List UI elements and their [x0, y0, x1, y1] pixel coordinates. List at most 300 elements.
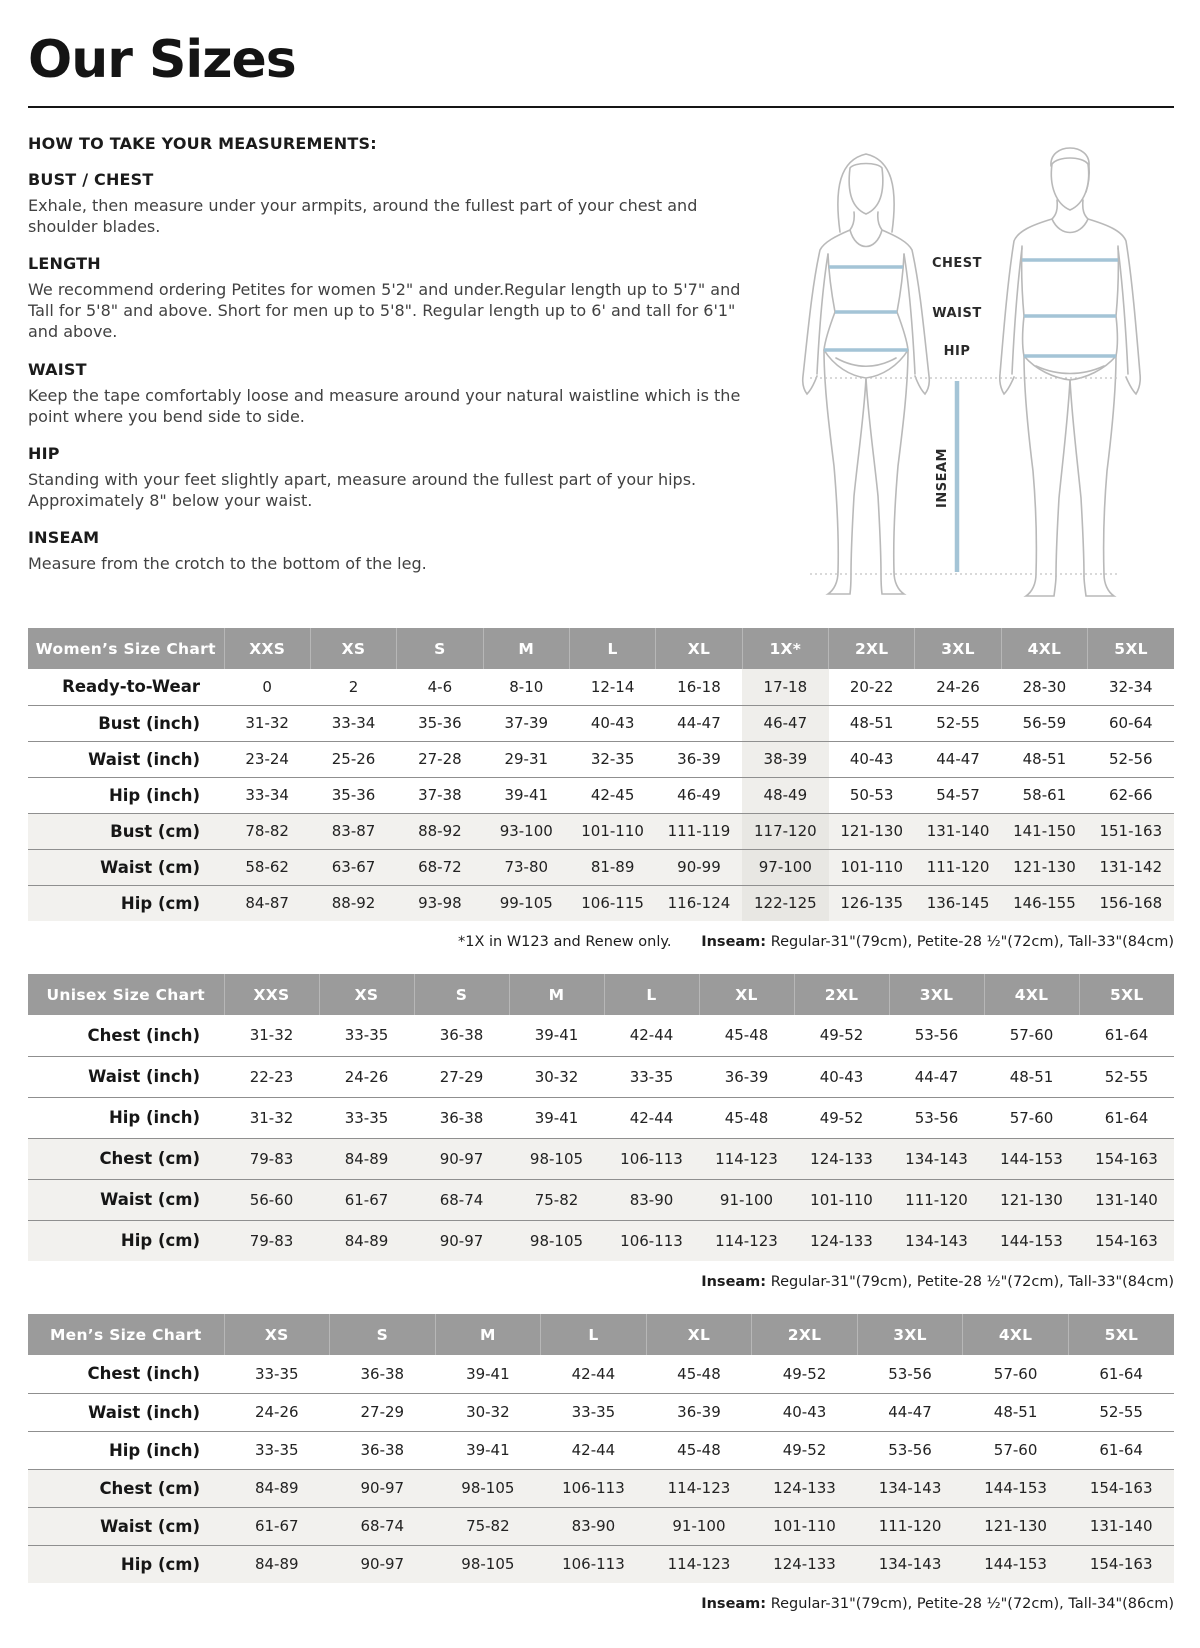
- size-column-header: 5XL: [1088, 628, 1174, 669]
- size-value-cell: 98-105: [509, 1220, 604, 1261]
- size-value-cell: 114-123: [699, 1138, 794, 1179]
- size-value-cell: 33-35: [254, 1364, 299, 1383]
- size-value-cell: 44-47: [889, 1056, 984, 1097]
- size-value-cell: 52-56: [1088, 741, 1174, 777]
- size-value-cell: 31-32: [224, 705, 310, 741]
- size-value-cell: 35-36: [397, 705, 483, 741]
- size-column-header: XL: [699, 974, 794, 1015]
- size-value-cell: 56-59: [1001, 705, 1087, 741]
- size-value-cell: 56-60: [224, 1179, 319, 1220]
- size-value-cell: 91-100: [699, 1179, 794, 1220]
- size-value-cell: 63-67: [310, 849, 396, 885]
- size-value-cell: 37-39: [483, 705, 569, 741]
- size-value-cell: 33-34: [310, 705, 396, 741]
- row-label: Chest (cm): [28, 1469, 224, 1507]
- size-value-cell: 144-153: [984, 1138, 1079, 1179]
- size-value-cell: 24-26: [224, 1393, 330, 1431]
- size-value-cell: 40-43: [829, 741, 915, 777]
- size-value-cell: 111-120: [889, 1179, 984, 1220]
- howto-item-length: [28, 254, 758, 342]
- size-value-cell: 90-97: [414, 1138, 509, 1179]
- size-value-cell: 124-133: [752, 1469, 858, 1507]
- table-row: [28, 1138, 1174, 1179]
- waist-label: WAIST: [932, 306, 982, 321]
- unisex-size-chart-block: [28, 974, 1174, 1296]
- size-value-cell: 106-113: [604, 1138, 699, 1179]
- size-value-cell: 33-34: [224, 777, 310, 813]
- size-value-cell: 134-143: [857, 1469, 963, 1507]
- size-value-cell: 68-74: [414, 1179, 509, 1220]
- inseam-label: INSEAM: [935, 448, 950, 508]
- size-value-cell: 4-6: [427, 677, 453, 696]
- size-value-cell: 52-55: [1068, 1393, 1174, 1431]
- row-label: Hip (cm): [28, 885, 224, 921]
- size-value-cell: 16-18: [677, 677, 721, 696]
- size-value-cell: 114-123: [699, 1220, 794, 1261]
- size-value-cell: 111-119: [656, 813, 742, 849]
- size-value-cell: 116-124: [656, 885, 742, 921]
- table-footnote: [28, 1596, 1174, 1618]
- size-value-cell: 17-18: [742, 669, 828, 705]
- size-value-cell: 39-41: [534, 1026, 579, 1045]
- size-value-cell: 124-133: [794, 1220, 889, 1261]
- size-value-cell: 101-110: [829, 849, 915, 885]
- size-value-cell: 52-55: [1079, 1056, 1174, 1097]
- size-value-cell: 33-35: [604, 1056, 699, 1097]
- size-value-cell: 98-105: [435, 1545, 541, 1583]
- female-figure-outline: [803, 154, 930, 594]
- size-value-cell: 44-47: [915, 741, 1001, 777]
- size-value-cell: 53-56: [914, 1026, 959, 1045]
- size-value-cell: 121-130: [984, 1179, 1079, 1220]
- size-value-cell: 114-123: [646, 1545, 752, 1583]
- size-value-cell: 58-62: [224, 849, 310, 885]
- size-value-cell: 131-142: [1088, 849, 1174, 885]
- size-value-cell: 117-120: [742, 813, 828, 849]
- size-value-cell: 101-110: [794, 1179, 889, 1220]
- size-value-cell: 122-125: [742, 885, 828, 921]
- row-label: Waist (inch): [28, 741, 224, 777]
- howto-item-bust-chest: [28, 170, 758, 237]
- size-value-cell: 124-133: [752, 1545, 858, 1583]
- row-label: Chest (cm): [28, 1138, 224, 1179]
- row-label: Chest (inch): [87, 1364, 200, 1384]
- size-value-cell: 79-83: [224, 1138, 319, 1179]
- size-value-cell: 83-87: [310, 813, 396, 849]
- size-value-cell: 31-32: [249, 1026, 294, 1045]
- male-figure-outline: [1000, 148, 1141, 596]
- size-value-cell: 27-29: [414, 1056, 509, 1097]
- how-to-heading: HOW TO TAKE YOUR MEASUREMENTS:: [28, 134, 377, 153]
- size-value-cell: 48-51: [829, 705, 915, 741]
- table-row: [28, 849, 1174, 885]
- size-value-cell: 32-34: [1109, 677, 1153, 696]
- inseam-note-label: Inseam:: [701, 1274, 767, 1290]
- size-value-cell: 151-163: [1088, 813, 1174, 849]
- size-value-cell: 84-87: [224, 885, 310, 921]
- title-divider: [28, 106, 1174, 108]
- size-value-cell: 2: [348, 677, 359, 696]
- size-value-cell: 78-82: [224, 813, 310, 849]
- chart-title: Women’s Size Chart: [28, 628, 224, 669]
- size-value-cell: 98-105: [509, 1138, 604, 1179]
- howto-item-label: BUST / CHEST: [28, 170, 154, 189]
- table-footnote: [28, 934, 1174, 956]
- size-value-cell: 42-44: [604, 1097, 699, 1138]
- size-column-header: M: [435, 1314, 541, 1355]
- size-value-cell: 42-44: [541, 1431, 647, 1469]
- size-value-cell: 36-38: [414, 1097, 509, 1138]
- size-value-cell: 81-89: [569, 849, 655, 885]
- size-value-cell: 57-60: [963, 1431, 1069, 1469]
- size-value-cell: 131-140: [1079, 1179, 1174, 1220]
- size-column-header: 4XL: [1001, 628, 1087, 669]
- size-column-header: XS: [224, 1314, 330, 1355]
- size-value-cell: 88-92: [397, 813, 483, 849]
- size-value-cell: 36-39: [646, 1393, 752, 1431]
- size-value-cell: 154-163: [1068, 1545, 1174, 1583]
- size-value-cell: 111-120: [915, 849, 1001, 885]
- size-value-cell: 131-140: [915, 813, 1001, 849]
- size-value-cell: 48-49: [742, 777, 828, 813]
- size-column-header: 5XL: [1068, 1314, 1174, 1355]
- size-column-header: XXS: [224, 974, 319, 1015]
- size-column-header: S: [330, 1314, 436, 1355]
- size-value-cell: 84-89: [224, 1545, 330, 1583]
- measurement-diagram: [774, 126, 1174, 610]
- size-value-cell: 24-26: [936, 677, 980, 696]
- size-value-cell: 45-48: [724, 1026, 769, 1045]
- size-column-header: 2XL: [794, 974, 889, 1015]
- size-value-cell: 154-163: [1068, 1469, 1174, 1507]
- size-value-cell: 106-113: [604, 1220, 699, 1261]
- size-value-cell: 49-52: [819, 1026, 864, 1045]
- size-value-cell: 121-130: [1001, 849, 1087, 885]
- size-value-cell: 28-30: [1022, 677, 1067, 696]
- size-value-cell: 39-41: [435, 1431, 541, 1469]
- howto-item-text: Keep the tape comfortably loose and measure around your natural waistline which is the point where you bend side to side.: [28, 385, 741, 426]
- size-value-cell: 44-47: [656, 705, 742, 741]
- size-value-cell: 45-48: [699, 1097, 794, 1138]
- size-value-cell: 53-56: [889, 1097, 984, 1138]
- womens-size-chart: [28, 628, 1174, 921]
- table-body: [28, 669, 1174, 921]
- size-column-header: 3XL: [915, 628, 1001, 669]
- size-column-header: 2XL: [829, 628, 915, 669]
- howto-item-label: LENGTH: [28, 254, 101, 274]
- size-value-cell: 53-56: [888, 1364, 932, 1383]
- size-value-cell: 39-41: [466, 1364, 510, 1383]
- size-value-cell: 40-43: [794, 1056, 889, 1097]
- size-value-cell: 134-143: [857, 1545, 963, 1583]
- table-footnote: [28, 1274, 1174, 1296]
- table-row: [28, 1355, 1174, 1393]
- size-value-cell: 90-99: [656, 849, 742, 885]
- mens-size-chart-block: [28, 1314, 1174, 1618]
- table-row: [28, 705, 1174, 741]
- size-value-cell: 12-14: [590, 677, 635, 696]
- table-row: [28, 1545, 1174, 1583]
- size-value-cell: 20-22: [849, 677, 894, 696]
- size-value-cell: 106-113: [541, 1469, 647, 1507]
- size-column-header: 5XL: [1079, 974, 1174, 1015]
- howto-item-text: Measure from the crotch to the bottom of the leg.: [28, 553, 427, 573]
- mens-size-chart: [28, 1314, 1174, 1583]
- size-value-cell: 124-133: [794, 1138, 889, 1179]
- size-value-cell: 144-153: [963, 1469, 1069, 1507]
- table-row: [28, 1431, 1174, 1469]
- size-value-cell: 29-31: [483, 741, 569, 777]
- row-label: Hip (cm): [28, 1545, 224, 1583]
- size-value-cell: 0: [262, 677, 272, 696]
- size-value-cell: 61-67: [319, 1179, 414, 1220]
- inseam-note-label: Inseam:: [701, 1596, 767, 1612]
- row-label: Bust (cm): [28, 813, 224, 849]
- size-value-cell: 40-43: [569, 705, 655, 741]
- row-label: Hip (inch): [28, 1097, 224, 1138]
- size-value-cell: 101-110: [569, 813, 655, 849]
- table-row: [28, 1469, 1174, 1507]
- size-value-cell: 61-64: [1068, 1431, 1174, 1469]
- measurement-instructions-section: [28, 134, 1174, 610]
- table-row: [28, 669, 1174, 705]
- size-value-cell: 49-52: [752, 1431, 858, 1469]
- size-value-cell: 75-82: [509, 1179, 604, 1220]
- size-value-cell: 60-64: [1088, 705, 1174, 741]
- howto-item-waist: [28, 360, 758, 427]
- size-value-cell: 111-120: [857, 1507, 963, 1545]
- table-row: [28, 1220, 1174, 1261]
- size-value-cell: 93-100: [483, 813, 569, 849]
- chart-title: Unisex Size Chart: [28, 974, 224, 1015]
- hip-label: HIP: [943, 344, 971, 359]
- size-value-cell: 25-26: [310, 741, 396, 777]
- row-label: Waist (cm): [28, 1507, 224, 1545]
- size-column-header: XL: [656, 628, 742, 669]
- size-column-header: 4XL: [963, 1314, 1069, 1355]
- size-value-cell: 32-35: [569, 741, 655, 777]
- row-label: Bust (inch): [28, 705, 224, 741]
- size-column-header: L: [541, 1314, 647, 1355]
- instructions-text-column: [28, 134, 758, 574]
- size-value-cell: 36-38: [360, 1364, 405, 1383]
- size-value-cell: 33-35: [224, 1431, 330, 1469]
- size-value-cell: 40-43: [752, 1393, 858, 1431]
- size-value-cell: 61-64: [1079, 1097, 1174, 1138]
- size-value-cell: 27-29: [330, 1393, 436, 1431]
- chart-title: Men’s Size Chart: [28, 1314, 224, 1355]
- inseam-note: Inseam: Regular-31"(79cm), Petite-28 ½"(72cm), Tall-33"(84cm): [701, 934, 1174, 950]
- size-value-cell: 36-39: [656, 741, 742, 777]
- size-value-cell: 90-97: [330, 1469, 436, 1507]
- body-measurement-illustration: [774, 126, 1174, 606]
- size-value-cell: 84-89: [319, 1138, 414, 1179]
- table-body: [28, 1355, 1174, 1583]
- howto-item-text: We recommend ordering Petites for women 5'2" and under.Regular length up to 5'7" and Tall for 5'8" and above. Short for men up to 5'8". Regular length up to 6' and tall for 6'1" and above.: [28, 280, 741, 342]
- size-value-cell: 121-130: [963, 1507, 1069, 1545]
- size-value-cell: 30-32: [435, 1393, 541, 1431]
- row-label: Waist (cm): [28, 1179, 224, 1220]
- size-value-cell: 42-45: [569, 777, 655, 813]
- size-column-header: 2XL: [752, 1314, 858, 1355]
- table-row: [28, 1507, 1174, 1545]
- howto-item-text: Standing with your feet slightly apart, measure around the fullest part of your hips. Approximately 8" below your waist.: [28, 469, 697, 510]
- size-value-cell: 44-47: [857, 1393, 963, 1431]
- size-value-cell: 106-113: [541, 1545, 647, 1583]
- size-column-header: XXS: [224, 628, 310, 669]
- size-value-cell: 39-41: [509, 1097, 604, 1138]
- header-row: [28, 974, 1174, 1015]
- size-value-cell: 36-38: [439, 1026, 484, 1045]
- size-value-cell: 54-57: [915, 777, 1001, 813]
- size-value-cell: 121-130: [829, 813, 915, 849]
- size-value-cell: 42-44: [629, 1026, 674, 1045]
- size-value-cell: 154-163: [1079, 1138, 1174, 1179]
- table-row: [28, 1179, 1174, 1220]
- size-value-cell: 27-28: [397, 741, 483, 777]
- chest-label: CHEST: [931, 256, 983, 271]
- size-value-cell: 68-72: [397, 849, 483, 885]
- howto-item-text: Exhale, then measure under your armpits, around the fullest part of your chest and shoulder blades.: [28, 196, 698, 237]
- size-value-cell: 49-52: [782, 1364, 827, 1383]
- size-column-header: 1X*: [742, 628, 828, 669]
- size-column-header: 3XL: [889, 974, 984, 1015]
- size-column-header: XL: [646, 1314, 752, 1355]
- size-value-cell: 101-110: [752, 1507, 858, 1545]
- header-row: [28, 628, 1174, 669]
- size-value-cell: 48-51: [984, 1056, 1079, 1097]
- unisex-size-chart: [28, 974, 1174, 1261]
- size-value-cell: 48-51: [963, 1393, 1069, 1431]
- size-column-header: M: [483, 628, 569, 669]
- size-value-cell: 57-60: [1009, 1026, 1054, 1045]
- inseam-note-label: Inseam:: [701, 934, 767, 950]
- table-row: [28, 1015, 1174, 1056]
- table-header: [28, 628, 1174, 669]
- size-column-header: M: [509, 974, 604, 1015]
- size-value-cell: 61-64: [1099, 1364, 1143, 1383]
- size-value-cell: 36-38: [330, 1431, 436, 1469]
- size-value-cell: 46-49: [656, 777, 742, 813]
- size-column-header: L: [604, 974, 699, 1015]
- size-value-cell: 33-35: [541, 1393, 647, 1431]
- size-value-cell: 97-100: [742, 849, 828, 885]
- size-column-header: XS: [319, 974, 414, 1015]
- table-row: [28, 1097, 1174, 1138]
- size-value-cell: 61-67: [224, 1507, 330, 1545]
- row-label: Chest (inch): [87, 1025, 200, 1045]
- size-value-cell: 134-143: [889, 1138, 984, 1179]
- size-value-cell: 146-155: [1001, 885, 1087, 921]
- table-row: [28, 885, 1174, 921]
- size-value-cell: 33-35: [319, 1097, 414, 1138]
- size-value-cell: 141-150: [1001, 813, 1087, 849]
- size-value-cell: 38-39: [742, 741, 828, 777]
- size-value-cell: 75-82: [435, 1507, 541, 1545]
- size-value-cell: 99-105: [483, 885, 569, 921]
- row-label: Hip (cm): [28, 1220, 224, 1261]
- size-value-cell: 30-32: [509, 1056, 604, 1097]
- row-label: Waist (inch): [28, 1056, 224, 1097]
- size-value-cell: 131-140: [1068, 1507, 1174, 1545]
- size-value-cell: 84-89: [319, 1220, 414, 1261]
- size-value-cell: 35-36: [310, 777, 396, 813]
- inseam-note: Inseam: Regular-31"(79cm), Petite-28 ½"(72cm), Tall-34"(86cm): [701, 1596, 1174, 1612]
- row-label: Hip (inch): [28, 777, 224, 813]
- size-value-cell: 61-64: [1104, 1026, 1149, 1045]
- size-value-cell: 68-74: [330, 1507, 436, 1545]
- size-value-cell: 106-115: [569, 885, 655, 921]
- howto-item-inseam: [28, 528, 758, 574]
- howto-item-label: WAIST: [28, 359, 87, 379]
- table-row: [28, 1393, 1174, 1431]
- row-label: Waist (inch): [28, 1393, 224, 1431]
- size-value-cell: 83-90: [604, 1179, 699, 1220]
- row-label: Waist (cm): [28, 849, 224, 885]
- inseam-note: Inseam: Regular-31"(79cm), Petite-28 ½"(72cm), Tall-33"(84cm): [701, 1274, 1174, 1290]
- howto-item-label: HIP: [28, 443, 60, 463]
- header-row: [28, 1314, 1174, 1355]
- size-column-header: 3XL: [857, 1314, 963, 1355]
- size-value-cell: 134-143: [889, 1220, 984, 1261]
- size-value-cell: 57-60: [993, 1364, 1038, 1383]
- table-row: [28, 813, 1174, 849]
- table-header: [28, 1314, 1174, 1355]
- size-column-header: S: [414, 974, 509, 1015]
- size-value-cell: 93-98: [397, 885, 483, 921]
- size-value-cell: 8-10: [509, 677, 544, 696]
- size-value-cell: 144-153: [963, 1545, 1069, 1583]
- page-title: Our Sizes: [28, 30, 296, 90]
- size-value-cell: 62-66: [1088, 777, 1174, 813]
- size-value-cell: 57-60: [984, 1097, 1079, 1138]
- size-column-header: XS: [310, 628, 396, 669]
- table-row: [28, 777, 1174, 813]
- size-column-header: S: [397, 628, 483, 669]
- size-value-cell: 37-38: [397, 777, 483, 813]
- table-row: [28, 741, 1174, 777]
- size-value-cell: 91-100: [646, 1507, 752, 1545]
- size-value-cell: 23-24: [224, 741, 310, 777]
- size-value-cell: 90-97: [414, 1220, 509, 1261]
- howto-item-label: INSEAM: [28, 527, 100, 547]
- size-value-cell: 46-47: [742, 705, 828, 741]
- row-label: Hip (inch): [28, 1431, 224, 1469]
- size-column-header: 4XL: [984, 974, 1079, 1015]
- size-value-cell: 156-168: [1088, 885, 1174, 921]
- size-value-cell: 36-39: [699, 1056, 794, 1097]
- row-label: Ready-to-Wear: [62, 677, 200, 697]
- size-value-cell: 50-53: [829, 777, 915, 813]
- size-value-cell: 45-48: [646, 1431, 752, 1469]
- howto-item-hip: [28, 444, 758, 511]
- size-value-cell: 33-35: [344, 1026, 389, 1045]
- size-value-cell: 79-83: [224, 1220, 319, 1261]
- footnote-asterisk-note: *1X in W123 and Renew only.: [458, 934, 672, 950]
- size-value-cell: 42-44: [571, 1364, 616, 1383]
- table-header: [28, 974, 1174, 1015]
- size-value-cell: 98-105: [435, 1469, 541, 1507]
- size-value-cell: 52-55: [915, 705, 1001, 741]
- size-value-cell: 45-48: [677, 1364, 721, 1383]
- womens-size-chart-block: [28, 628, 1174, 956]
- size-value-cell: 22-23: [224, 1056, 319, 1097]
- size-value-cell: 88-92: [310, 885, 396, 921]
- size-value-cell: 154-163: [1079, 1220, 1174, 1261]
- size-value-cell: 90-97: [330, 1545, 436, 1583]
- table-row: [28, 1056, 1174, 1097]
- size-value-cell: 48-51: [1001, 741, 1087, 777]
